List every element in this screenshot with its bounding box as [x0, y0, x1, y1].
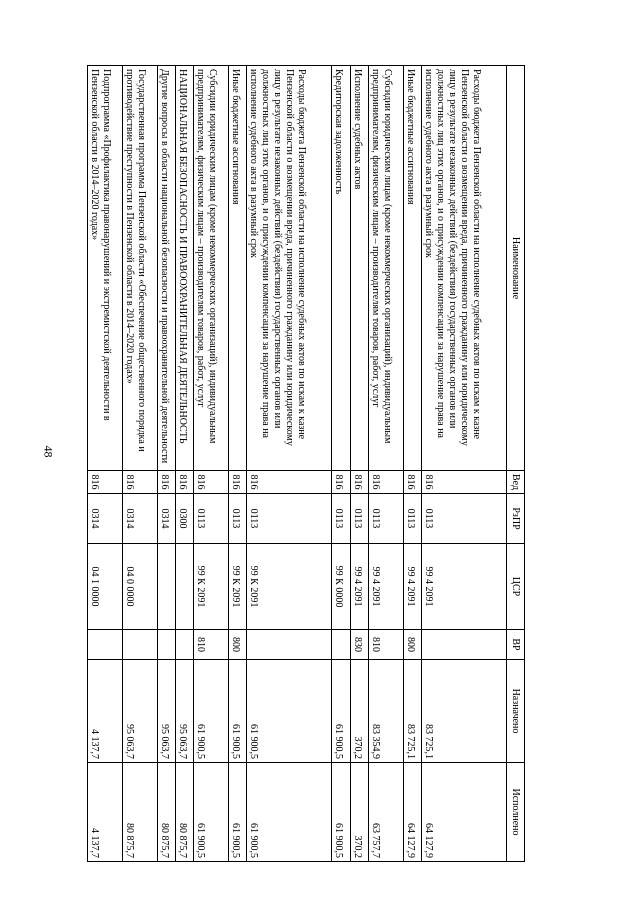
cell-ved: 816 [122, 471, 157, 494]
cell-assigned: 83 725,1 [421, 660, 506, 763]
cell-assigned: 95 063,7 [122, 660, 157, 763]
cell-rzpr: 0113 [194, 494, 229, 544]
cell-rzpr: 0300 [176, 494, 194, 544]
table-header-row [507, 66, 525, 862]
cell-executed: 63 757,7 [368, 763, 403, 862]
table-row [229, 66, 247, 862]
cell-assigned: 61 900,5 [229, 660, 247, 763]
cell-csr: 99 4 2091 [403, 544, 421, 630]
cell-vr [88, 630, 123, 660]
cell-rzpr: 0113 [403, 494, 421, 544]
cell-name: Кредиторская задолженность [332, 66, 350, 471]
cell-assigned: 61 900,5 [332, 660, 350, 763]
cell-csr: 99 К 0000 [332, 544, 350, 630]
cell-assigned: 95 063,7 [157, 660, 175, 763]
header-rzpr: РзПР [507, 494, 525, 544]
table-row [157, 66, 175, 862]
cell-name: Исполнение судебных актов [350, 66, 368, 471]
header-name: Наименование [507, 66, 525, 471]
cell-rzpr: 0113 [229, 494, 247, 544]
table-row [350, 66, 368, 862]
cell-ved: 816 [368, 471, 403, 494]
cell-ved: 816 [194, 471, 229, 494]
cell-assigned: 95 063,7 [176, 660, 194, 763]
cell-ved: 816 [247, 471, 332, 494]
cell-ved: 816 [421, 471, 506, 494]
cell-ved: 816 [176, 471, 194, 494]
cell-csr: 99 К 2091 [229, 544, 247, 630]
table-row [176, 66, 194, 862]
cell-csr: 99 К 2091 [247, 544, 332, 630]
table-row [122, 66, 157, 862]
cell-name: Государственная программа Пензенской области «Обеспечение общественного порядка и противодействие преступности в Пензенской области в 2014–2020 годах» [122, 66, 157, 471]
cell-vr [122, 630, 157, 660]
table-row [194, 66, 229, 862]
table-row [403, 66, 421, 862]
cell-name: Расходы бюджета Пензенской области на исполнение судебных актов по искам к казне Пензенской области о возмещении вреда, причиненного гражданину или юридическому лицу в результате незаконных действий (бездействия) государственных органов или должностных лиц этих органов, и о присуждении компенсации за нарушение права на исполнение судебного акта в разумный срок [247, 66, 332, 471]
cell-csr [176, 544, 194, 630]
cell-csr: 04 0 0000 [122, 544, 157, 630]
cell-executed: 61 900,5 [229, 763, 247, 862]
cell-vr: 810 [194, 630, 229, 660]
cell-csr [157, 544, 175, 630]
cell-name: Субсидии юридическим лицам (кроме некоммерческих организаций), индивидуальным предпринимателям, физическим лицам – производителям товаров, работ, услуг [368, 66, 403, 471]
cell-rzpr: 0314 [157, 494, 175, 544]
cell-vr: 800 [403, 630, 421, 660]
table-row [421, 66, 506, 862]
cell-executed: 80 875,7 [122, 763, 157, 862]
cell-executed: 61 900,5 [247, 763, 332, 862]
cell-ved: 816 [350, 471, 368, 494]
cell-rzpr: 0113 [247, 494, 332, 544]
cell-rzpr: 0113 [421, 494, 506, 544]
header-executed: Исполнено [507, 763, 525, 862]
cell-executed: 80 875,7 [176, 763, 194, 862]
cell-rzpr: 0113 [332, 494, 350, 544]
cell-name: Подпрограмма «Профилактика правонарушений и экстремистской деятельности в Пензенской области в 2014–2020 годах» [88, 66, 123, 471]
cell-vr [176, 630, 194, 660]
table-row [88, 66, 123, 862]
cell-vr: 830 [350, 630, 368, 660]
cell-csr: 99 К 2091 [194, 544, 229, 630]
cell-vr [247, 630, 332, 660]
cell-vr [421, 630, 506, 660]
cell-executed: 64 127,9 [421, 763, 506, 862]
cell-ved: 816 [229, 471, 247, 494]
budget-table [87, 65, 525, 862]
cell-executed: 61 900,5 [332, 763, 350, 862]
cell-vr [332, 630, 350, 660]
cell-csr: 99 4 2091 [350, 544, 368, 630]
cell-name: Расходы бюджета Пензенской области на исполнение судебных актов по искам к казне Пензенской области о возмещении вреда, причиненного гражданину или юридическому лицу в результате незаконных действий (бездействия) государственных органов или должностных лиц этих органов, и о присуждении компенсации за нарушение права на исполнение судебного акта в разумный срок [421, 66, 506, 471]
cell-name: Субсидии юридическим лицам (кроме некоммерческих организаций), индивидуальным предпринимателям, физическим лицам – производителям товаров, работ, услуг [194, 66, 229, 471]
header-vr: ВР [507, 630, 525, 660]
table-row [368, 66, 403, 862]
cell-assigned: 4 137,7 [88, 660, 123, 763]
cell-executed: 61 900,5 [194, 763, 229, 862]
table-row [247, 66, 332, 862]
table-row [332, 66, 350, 862]
header-ved: Вед [507, 471, 525, 494]
header-csr: ЦСР [507, 544, 525, 630]
cell-vr: 810 [368, 630, 403, 660]
cell-name: Другие вопросы в области национальной безопасности и правоохранительной деятельности [157, 66, 175, 471]
cell-ved: 816 [157, 471, 175, 494]
cell-assigned: 83 725,1 [403, 660, 421, 763]
cell-ved: 816 [403, 471, 421, 494]
cell-executed: 64 127,9 [403, 763, 421, 862]
cell-vr [157, 630, 175, 660]
cell-name: Иные бюджетные ассигнования [403, 66, 421, 471]
cell-csr: 99 4 2091 [421, 544, 506, 630]
cell-executed: 4 137,7 [88, 763, 123, 862]
cell-name: Иные бюджетные ассигнования [229, 66, 247, 471]
cell-rzpr: 0314 [122, 494, 157, 544]
cell-ved: 816 [88, 471, 123, 494]
cell-csr: 04 1 0000 [88, 544, 123, 630]
cell-rzpr: 0113 [368, 494, 403, 544]
header-assigned: Назначено [507, 660, 525, 763]
budget-table-frame [87, 65, 525, 861]
cell-csr: 99 4 2091 [368, 544, 403, 630]
cell-assigned: 61 900,5 [247, 660, 332, 763]
cell-assigned: 370,2 [350, 660, 368, 763]
cell-executed: 370,2 [350, 763, 368, 862]
cell-assigned: 61 900,5 [194, 660, 229, 763]
page-number: 48 [41, 445, 56, 458]
cell-assigned: 83 354,9 [368, 660, 403, 763]
cell-vr: 800 [229, 630, 247, 660]
cell-rzpr: 0314 [88, 494, 123, 544]
cell-executed: 80 875,7 [157, 763, 175, 862]
cell-rzpr: 0113 [350, 494, 368, 544]
cell-ved: 816 [332, 471, 350, 494]
cell-name: НАЦИОНАЛЬНАЯ БЕЗОПАСНОСТЬ И ПРАВООХРАНИТЕЛЬНАЯ ДЕЯТЕЛЬНОСТЬ [176, 66, 194, 471]
